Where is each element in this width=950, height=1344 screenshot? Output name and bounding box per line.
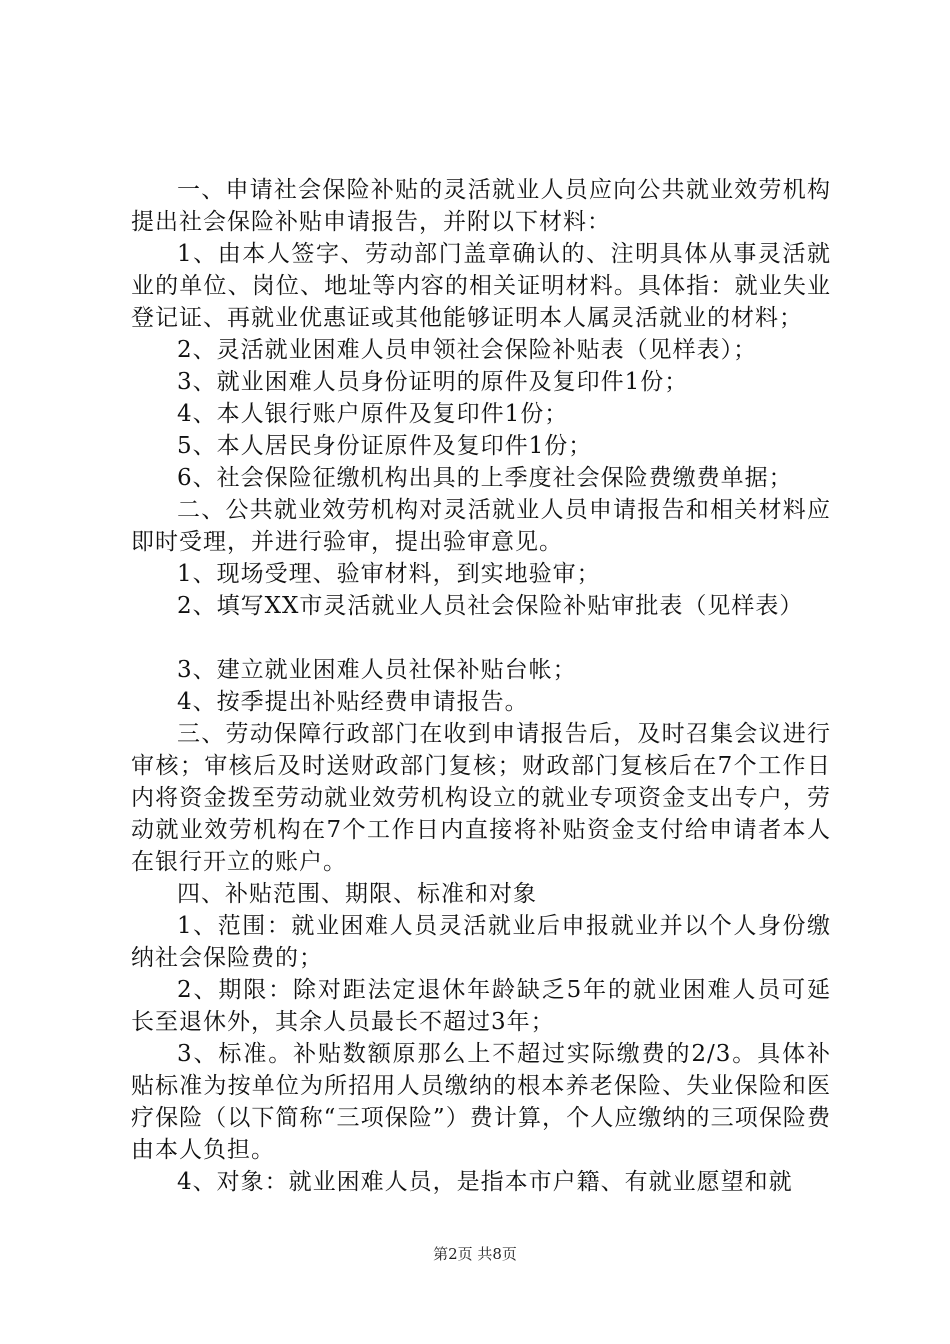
- paragraph-item-2: 2、期限：除对距法定退休年龄缺乏5年的就业困难人员可延长至退休外，其余人员最长不超过3年；: [131, 977, 831, 1035]
- paragraph-item-3: 3、就业困难人员身份证明的原件及复印件1份；: [177, 369, 689, 395]
- paragraph-item-4: 4、本人银行账户原件及复印件1份；: [177, 401, 569, 427]
- paragraph-item-1: 1、现场受理、验审材料，到实地验审；: [177, 561, 601, 587]
- paragraph-item-4: 4、按季提出补贴经费申请报告。: [177, 689, 529, 715]
- paragraph-item-1: 1、范围：就业困难人员灵活就业后申报就业并以个人身份缴纳社会保险费的；: [131, 913, 831, 971]
- paragraph-section-4-heading: 四、补贴范围、期限、标准和对象: [177, 881, 537, 907]
- paragraph-section-3: 三、劳动保障行政部门在收到申请报告后，及时召集会议进行审核；审核后及时送财政部门复核；财政部门复核后在7个工作日内将资金拨至劳动就业效劳机构设立的就业专项资金支出专户，劳动就业效劳机构在7个工作日内直接将补贴资金支付给申请者本人在银行开立的账户。: [131, 721, 831, 875]
- paragraph-item-6: 6、社会保险征缴机构出具的上季度社会保险费缴费单据；: [177, 465, 793, 491]
- paragraph-section-2-heading: 二、公共就业效劳机构对灵活就业人员申请报告和相关材料应即时受理，并进行验审，提出验审意见。: [131, 497, 831, 555]
- paragraph-item-2: 2、填写XX市灵活就业人员社会保险补贴审批表（见样表）: [177, 593, 804, 619]
- page-number-footer: 第2页 共8页: [433, 1245, 517, 1263]
- paragraph-item-1: 1、由本人签字、劳动部门盖章确认的、注明具体从事灵活就业的单位、岗位、地址等内容的相关证明材料。具体指：就业失业登记证、再就业优惠证或其他能够证明本人属灵活就业的材料；: [131, 241, 831, 331]
- paragraph-section-1-heading: 一、申请社会保险补贴的灵活就业人员应向公共就业效劳机构提出社会保险补贴申请报告，并附以下材料：: [131, 177, 831, 235]
- document-body: [131, 174, 831, 1198]
- paragraph-item-3: 3、标准。补贴数额原那么上不超过实际缴费的2/3。具体补贴标准为按单位为所招用人员缴纳的根本养老保险、失业保险和医疗保险（以下简称“三项保险”）费计算，个人应缴纳的三项保险费由本人负担。: [131, 1041, 831, 1163]
- paragraph-item-4: 4、对象：就业困难人员，是指本市户籍、有就业愿望和就: [177, 1169, 793, 1195]
- paragraph-item-2: 2、灵活就业困难人员申领社会保险补贴表（见样表）；: [177, 337, 758, 363]
- paragraph-item-3: 3、建立就业困难人员社保补贴台帐；: [177, 657, 577, 683]
- paragraph-item-5: 5、本人居民身份证原件及复印件1份；: [177, 433, 593, 459]
